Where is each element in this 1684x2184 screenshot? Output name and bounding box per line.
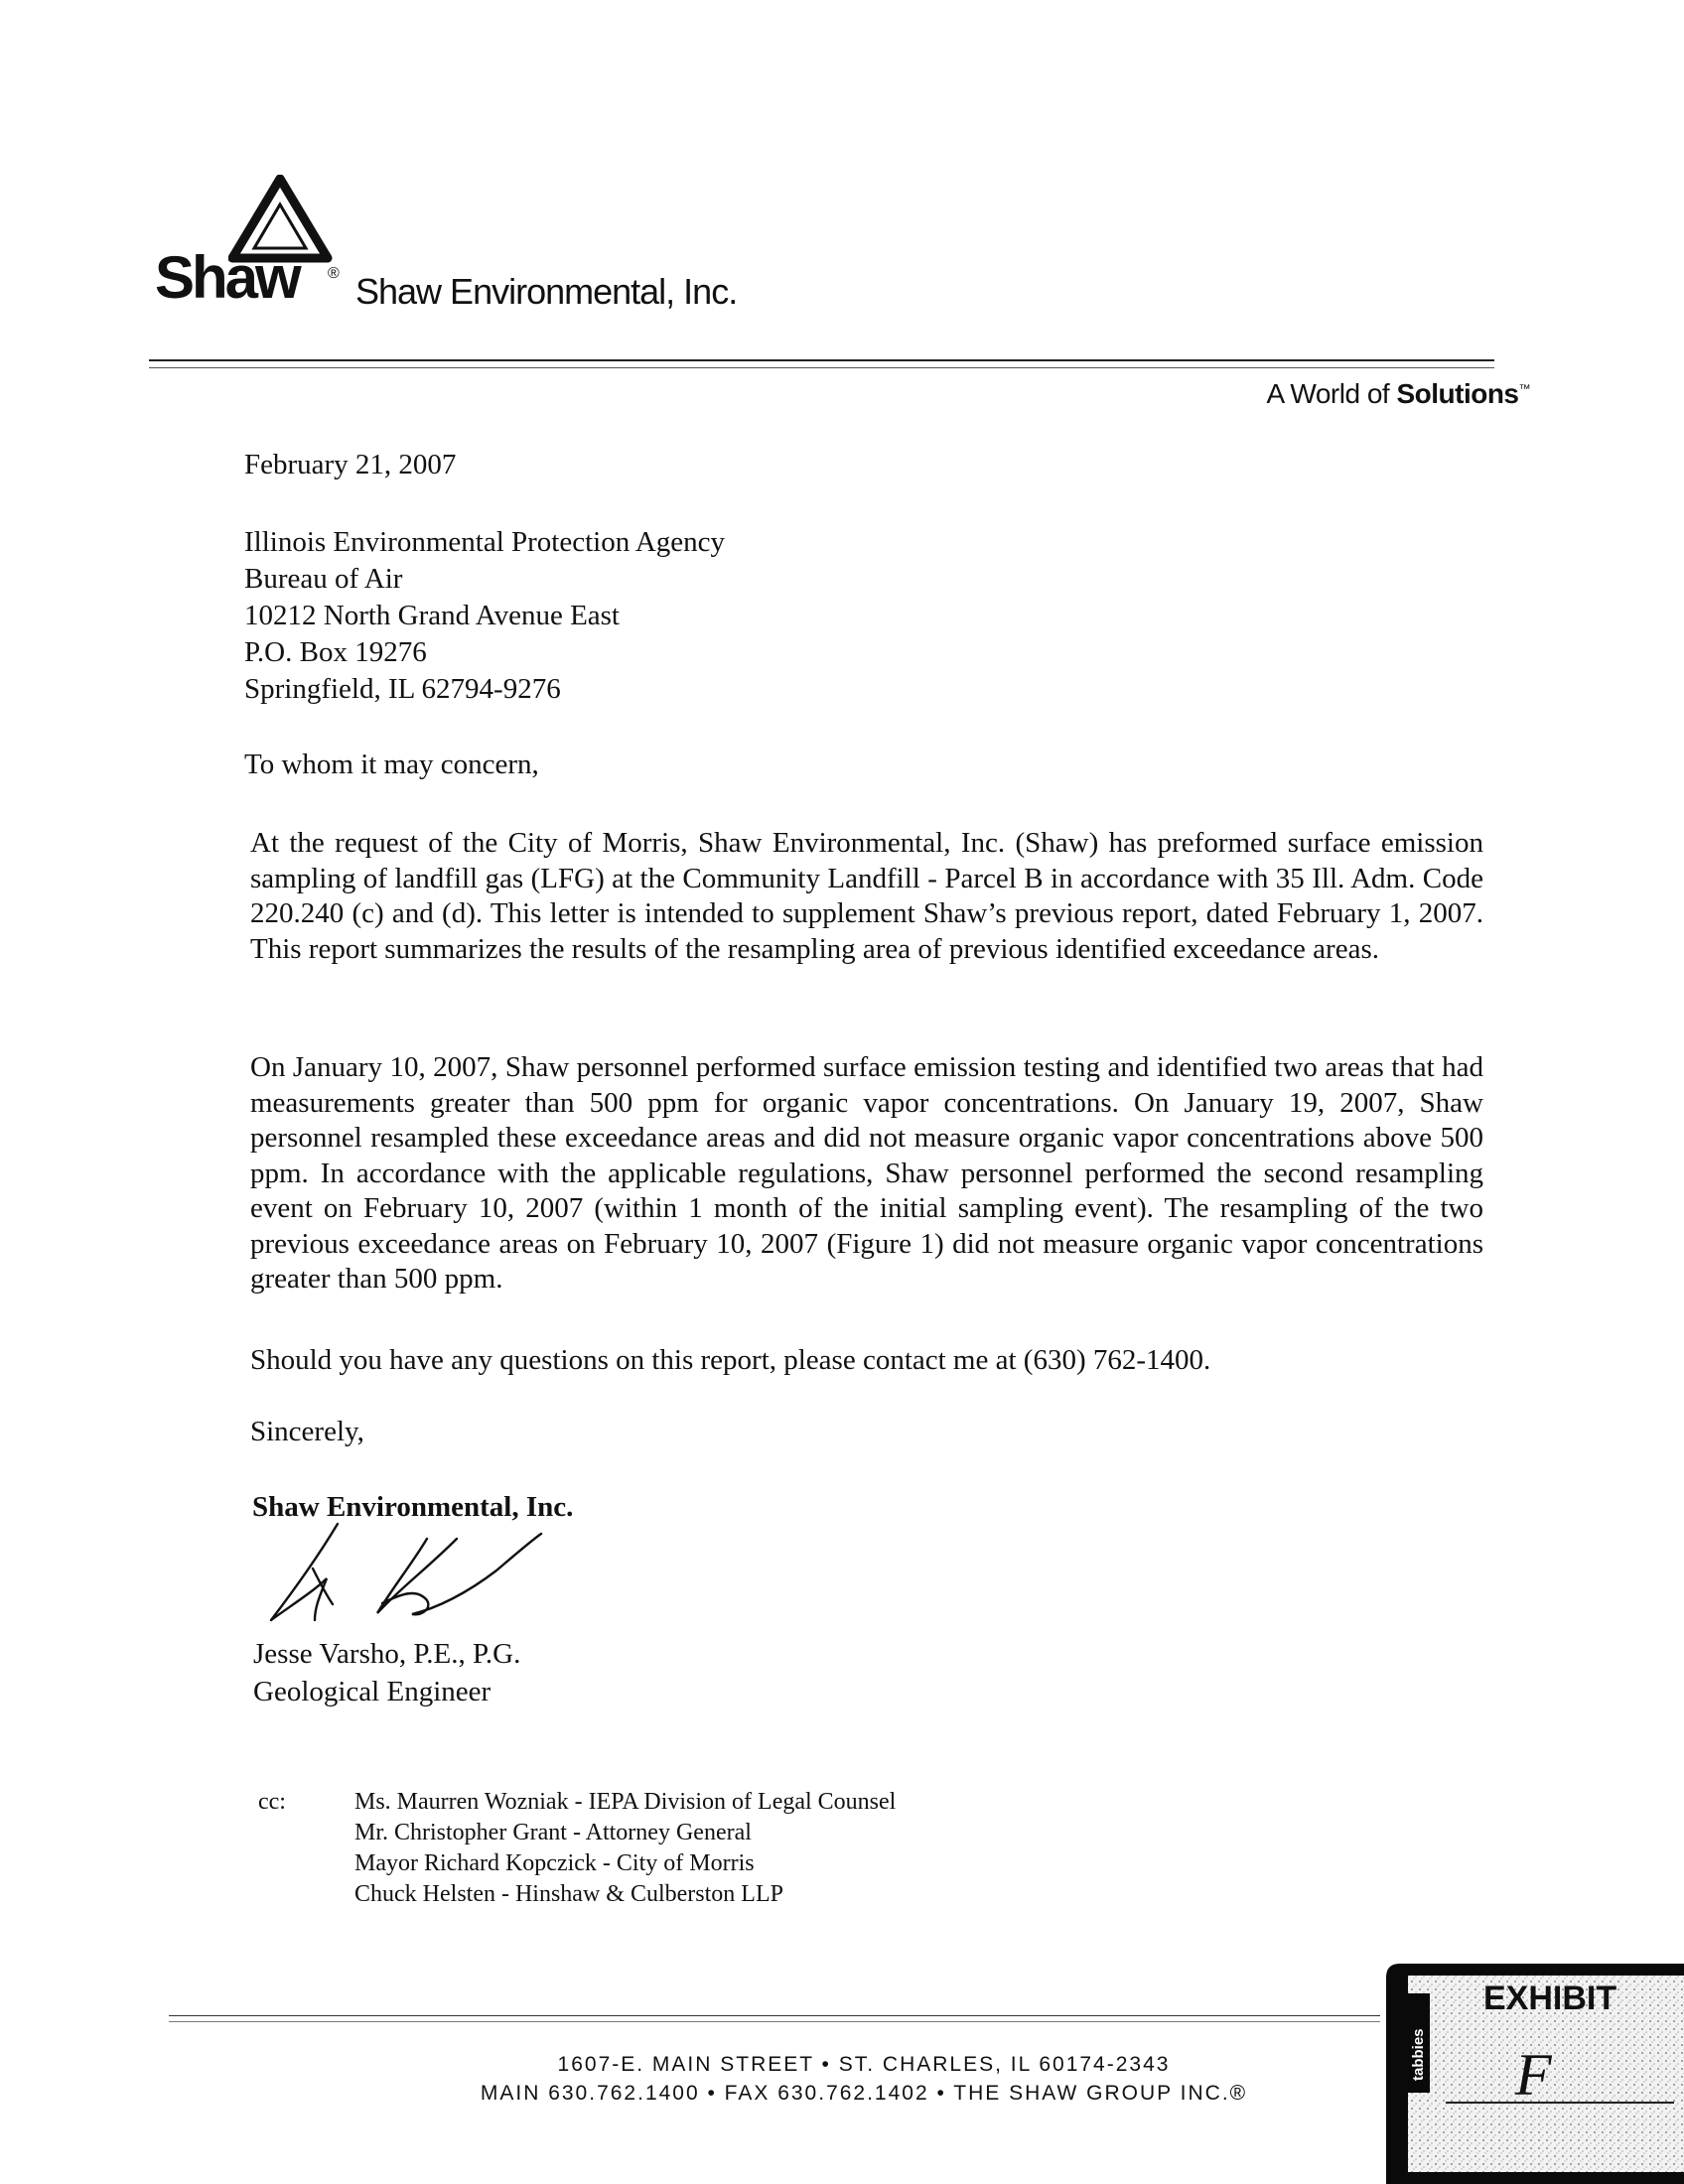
- letterhead-tagline: [1267, 379, 1530, 410]
- cc-recipient: Mayor Richard Kopczick - City of Morris: [354, 1850, 755, 1876]
- exhibit-brand: tabbies: [1410, 2028, 1427, 2081]
- cc-recipient: Mr. Christopher Grant - Attorney General: [354, 1820, 752, 1845]
- handwritten-signature-icon: [253, 1509, 561, 1628]
- recipient-line: 10212 North Grand Avenue East: [244, 600, 620, 631]
- tagline-trademark: ™: [1518, 381, 1530, 396]
- signer-title: Geological Engineer: [253, 1676, 491, 1707]
- exhibit-label: EXHIBIT: [1483, 1979, 1617, 2017]
- recipient-line: P.O. Box 19276: [244, 636, 427, 668]
- salutation: To whom it may concern,: [244, 749, 539, 780]
- recipient-line: Illinois Environmental Protection Agency: [244, 526, 726, 558]
- recipient-address: [244, 524, 725, 708]
- letterhead-company-name: Shaw Environmental, Inc.: [355, 271, 738, 312]
- exhibit-mark: F: [1515, 2042, 1552, 2108]
- letter-date: February 21, 2007: [244, 449, 457, 480]
- signature-company: Shaw Environmental, Inc.: [252, 1491, 574, 1523]
- tagline-bold: Solutions: [1396, 378, 1519, 409]
- cc-recipient-list: [354, 1787, 896, 1910]
- closing: Sincerely,: [250, 1416, 364, 1447]
- cc-label: cc:: [258, 1789, 286, 1815]
- cc-recipient: Chuck Helsten - Hinshaw & Culberston LLP: [354, 1881, 783, 1907]
- letterhead-divider: [149, 359, 1494, 361]
- footer-divider: [169, 2015, 1380, 2016]
- letterhead-divider-thin: [149, 367, 1494, 368]
- cc-recipient: Ms. Maurren Wozniak - IEPA Division of Legal Counsel: [354, 1789, 897, 1815]
- signer-name: Jesse Varsho, P.E., P.G.: [253, 1638, 521, 1670]
- registered-mark: ®: [328, 265, 340, 282]
- body-paragraph-2: On January 10, 2007, Shaw personnel performed surface emission testing and identified two areas that had measurements greater than 500 ppm for organic vapor concentrations. On January 19, 2007, Shaw personnel resampled these exceedance areas and did not measure organic vapor concentrations above 500 ppm. In accordance with the applicable regulations, Shaw personnel performed the second resampling event on February 10, 2007 (within 1 month of the initial sampling event). The resampling of the two previous exceedance areas on February 10, 2007 (Figure 1) did not measure organic vapor concentrations greater than 500 ppm.: [250, 1051, 1483, 1295]
- footer-phones: MAIN 630.762.1400 • FAX 630.762.1402 • THE SHAW GROUP INC.®: [480, 2082, 1248, 2105]
- recipient-line: Bureau of Air: [244, 563, 403, 595]
- tagline-prefix: A World of: [1266, 378, 1397, 409]
- contact-line: Should you have any questions on this report, please contact me at (630) 762-1400.: [250, 1344, 1211, 1376]
- recipient-line: Springfield, IL 62794-9276: [244, 673, 561, 705]
- body-paragraph-1: At the request of the City of Morris, Shaw Environmental, Inc. (Shaw) has preformed surface emission sampling of landfill gas (LFG) at the Community Landfill - Parcel B in accordance with 35 Ill. Adm. Code 220.240 (c) and (d). This letter is intended to supplement Shaw’s previous report, dated February 1, 2007. This report summarizes the results of the resampling area of previous identified exceedance areas.: [250, 827, 1483, 965]
- shaw-logo-wordmark: Shaw: [155, 244, 299, 311]
- footer-address: 1607-E. MAIN STREET • ST. CHARLES, IL 60174-2343: [557, 2053, 1171, 2076]
- footer-divider-thin: [169, 2021, 1380, 2022]
- exhibit-sticker: [1386, 1964, 1684, 2184]
